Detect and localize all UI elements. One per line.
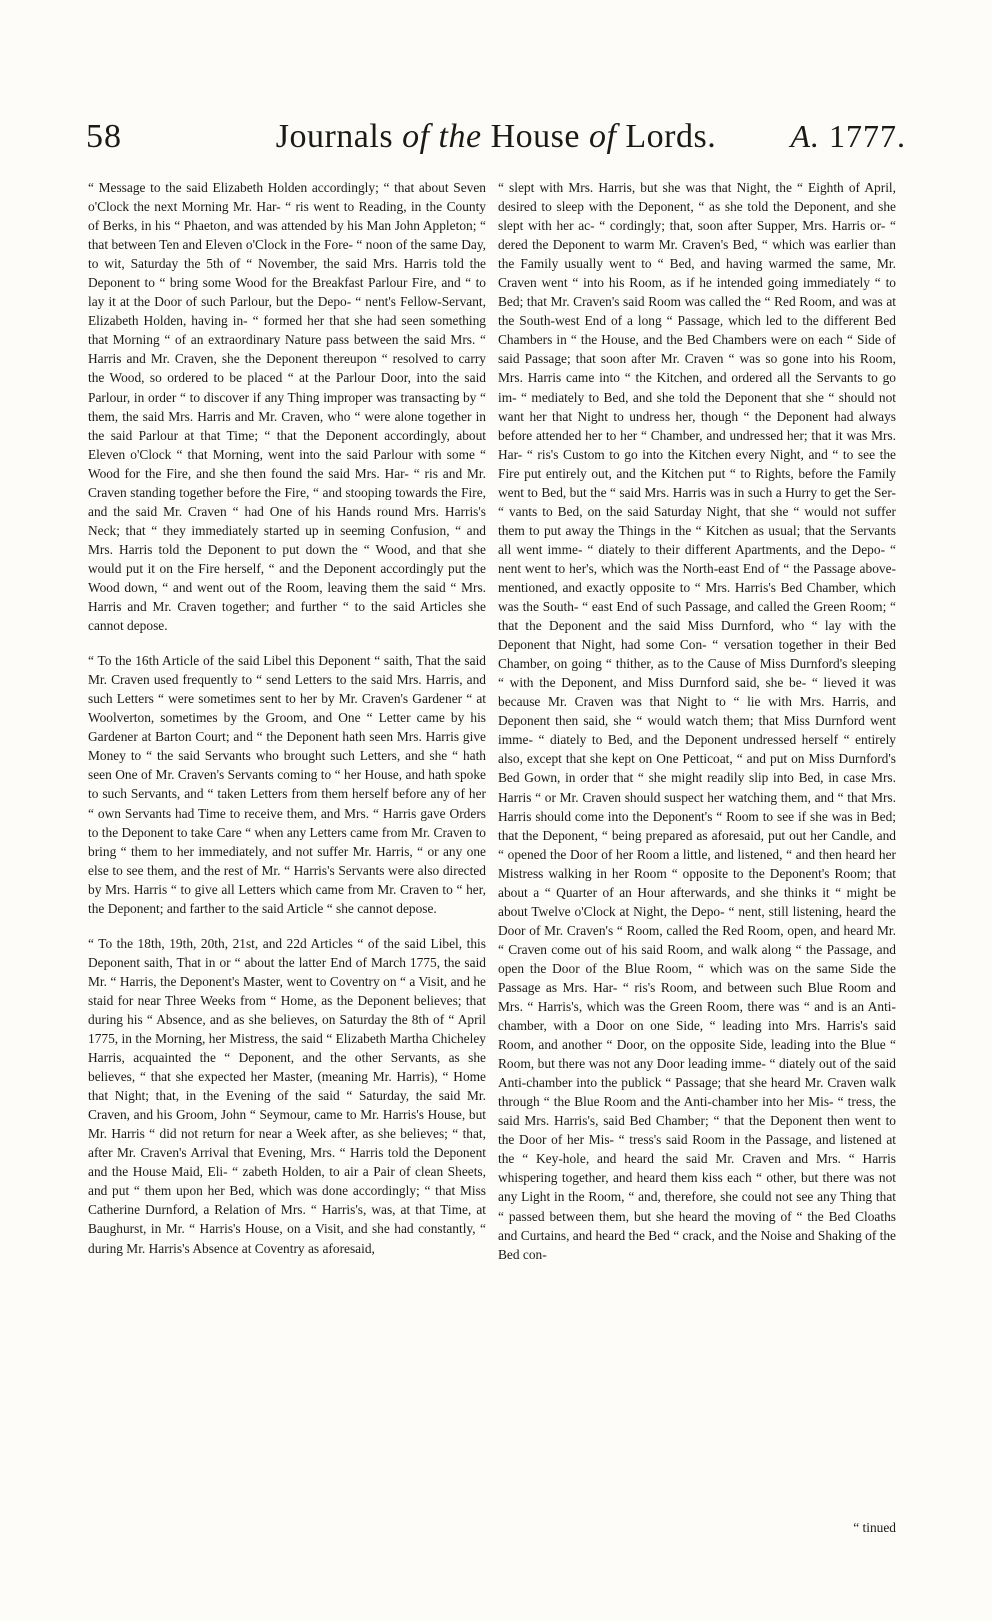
catchword: “ tinued [853,1520,896,1535]
title-journals: Journals [275,118,394,155]
year-value: 1777. [829,118,906,154]
right-paragraph-1: “ slept with Mrs. Harris, but she was that Night, the “ Eighth of April, desired to sleep with the Deponent, “ as she told the Deponent, and she slept with her ac- “ cordingly; that, soon after Supper, Mrs. Harris or- “ dered the Deponent to warm Mr. Craven's Bed, “ which was earlier than the Family usually went to “ Bed, and having warmed the same, Mr. Craven went “ into his Room, as if he intended going immediately “ to Bed; that Mr. Craven's said Room was called the “ Red Room, and was at the South-west End of a long “ Passage, which led to the different Bed Chambers in “ the House, and the Bed Chambers were on each “ Side of said Passage; that soon after Mr. Craven “ was so gone into his Room, Mrs. Harris came into “ the Kitchen, and ordered all the Servants to go im- “ mediately to Bed, and she told the Deponent that she “ should not want her that Night to undress her, though “ the Deponent had always before attended her to her “ Chamber, and undressed her; that it was Mrs. Har- “ ris's Custom to go into the Kitchen every Night, and “ to see the Fire put entirely out, and the Kitchen put “ to Rights, before the Family went to Bed, but the “ said Mrs. Harris was in such a Hurry to get the Ser- “ vants to Bed, on the said Saturday Night, that she “ would not suffer them to put away the Things in the “ Kitchen as usual; that the Servants all went imme- “ diately to their different Apartments, and the Depo- “ nent went to her's, which was the North-east End of “ the Passage above-mentioned, and exactly opposite to “ Mrs. Harris's Bed Chamber, which was the South- “ east End of such Passage, and called the Green Room; “ that the Deponent and the said Miss Durnford, who “ lay with the Deponent that Night, had some Con- “ versation together in their Bed Chamber, on going “ thither, as to the Cause of Miss Durnford's sleeping “ with the Deponent, and Miss Durnford said, she be- “ lieved it was because Mr. Craven was that Night to “ lie with Mrs. Harris, and Deponent then said, she “ would watch them; that Miss Durnford went imme- “ diately to Bed, and the Deponent undressed herself “ entirely also, except that she kept on One Petticoat, “ and put on Miss Durnford's Bed Gown, in order that “ she might readily slip into Bed, in case Mrs. Harris “ or Mr. Craven should suspect her watching them, and “ that Mrs. Harris should come into the Deponent's “ Room to see if she was in Bed; that the Deponent, “ being prepared as aforesaid, put out her Candle, and “ opened the Door of her Room a little, and listened, “ and then heard her Mistress walking in her Room “ opposite to the Deponent's Room; that about a “ Quarter of an Hour afterwards, and she thinks it “ might be about Twelve o'Clock at Night, the Depo- “ nent, still listening, heard the Door of Mr. Craven's “ Room, called the Red Room, open, and heard Mr. “ Craven come out of his said Room, and walk along “ the Passage, and open the Door of the Blue Room, “ which was on the same Side the Passage as Mrs. Har- “ ris's Room, and between such Blue Room and Mrs. “ Harris's, which was the Green Room, there was “ and is an Anti-chamber, with a Door on one Side, “ leading into Mrs. Harris's said Room, and another “ Door, on the opposite Side, leading into the Blue “ Room, but there was not any Door leading imme- “ diately out of the said Anti-chamber into the publick “ Passage; that she heard Mr. Craven walk through “ the Blue Room and the Anti-chamber into her Mis- “ tress, the said Mrs. Harris's, said Bed Chamber; “ that the Deponent then went to the Door of her Mis- “ tress's said Room in the Passage, and listened at the “ Key-hole, and heard the said Mr. Craven and Mrs. “ Harris whispering together, and heard them kiss each “ other, but there was not any Light in the Room, “ and, therefore, she could not see any Thing that “ passed between them, but she heard the moving of “ the Bed Cloaths and Curtains, and heard the Bed “ crack, and the Noise and Shaking of the Bed con- [498,180,896,1262]
title-lords: Lords. [625,118,717,155]
title-house: House [490,118,580,155]
left-paragraph-3: “ To the 18th, 19th, 20th, 21st, and 22d Articles “ of the said Libel, this Deponent saith, That in or “ about the latter End of March 1775, the said Mr. “ Harris, the Deponent's Master, went to Coventry on “ a Visit, and he staid for near Three Weeks from “ Home, as the Deponent believes; that during his “ Absence, and as she believes, on Saturday the 8th of “ April 1775, in the Morning, her Mistress, the said “ Elizabeth Martha Chicheley Harris, acquainted the “ Deponent, and the other Servants, as she believes, “ that she expected her Master, (meaning Mr. Harris), “ Home that Night; that, in the Evening of the said “ Saturday, the said Mr. Craven, and his Groom, John “ Seymour, came to Mr. Harris's House, but Mr. Harris “ did not return for near a Week after, as she believes; “ that, after Mr. Craven's Arrival that Evening, Mrs. “ Harris told the Deponent and the House Maid, Eli- “ zabeth Holden, to air a Pair of clean Sheets, and put “ them upon her Bed, which was done accordingly; “ that Miss Catherine Durnford, a Relation of Mrs. “ Harris's, was, at that Time, at Baughurst, in Mr. “ Harris's House, on a Visit, and she had constantly, “ during Mr. Harris's Absence at Coventry as aforesaid, [88,935,486,1256]
right-column [498,178,896,1280]
left-paragraph-1: “ Message to the said Elizabeth Holden accordingly; “ that about Seven o'Clock the next Morning Mr. Har- “ ris went to Reading, in the County of Berks, in his “ Phaeton, and was attended by his Man John Appleton; “ that between Ten and Eleven o'Clock in the Fore- “ noon of the same Day, to wit, Saturday the 5th of “ November, the said Mrs. Harris told the Deponent to “ bring some Wood for the Breakfast Parlour Fire, and “ to lay it at the Door of such Parlour, but the Depo- “ nent's Fellow-Servant, Elizabeth Holden, having in- “ formed her that she had seen something that Morning “ of an extraordinary Nature pass between the said Mrs. “ Harris and Mr. Craven, she the Deponent thereupon “ resolved to carry the Wood, so ordered to be placed “ at the Parlour Door, into the said Parlour, in order “ to discover if any Thing improper was transacting by “ them, the said Mrs. Harris and Mr. Craven, who “ were alone together in the said Parlour at that Time; “ that the Deponent accordingly, about Eleven o'Clock “ that Morning, went into the said Parlour with some “ Wood for the Fire, and she then found the said Mrs. Har- “ ris and Mr. Craven standing together before the Fire, “ and stooping towards the Fire, and the said Mr. Craven “ had One of his Hands round Mrs. Harris's Neck; that “ they immediately started up in seeming Confusion, “ and Mrs. Harris told the Deponent to put down the “ Wood, and that she would put it on the Fire herself, “ and the Deponent accordingly put the Wood down, “ and went out of the Room, leaving them the said “ Mrs. Harris and Mr. Craven together; and further “ to the said Articles she cannot depose. [88,180,486,634]
year-label [790,118,906,155]
title-of: of [588,118,617,155]
page-number: 58 [86,118,122,155]
left-paragraph-2: “ To the 16th Article of the said Libel this Deponent “ saith, That the said Mr. Craven used frequently to “ send Letters to the said Mrs. Harris, and such Letters “ were sometimes sent to her by Mr. Craven's Gardener “ at Woolverton, sometimes by the Groom, and One “ Letter came by his Gardener at Barton Court; and “ the Deponent hath seen Mrs. Harris give Money to “ the said Servants who brought such Letters, and she “ hath seen One of Mr. Craven's Servants coming to “ her House, and hath spoke to such Servants, and “ taken Letters from them herself before any of her “ own Servants had Time to receive them, and Mrs. “ Harris gave Orders to the Deponent to take Care “ when any Letters came from Mr. Craven to bring “ them to her immediately, and not suffer Mr. Harris, “ or any one else to see them, and the rest of Mr. “ Harris's Servants were also directed by Mrs. Harris “ to give all Letters which came from Mr. Craven to “ her, the Deponent; and farther to the said Article “ she cannot depose. [88,653,486,916]
title-of-the: of the [402,118,482,155]
year-prefix: A. [790,118,820,154]
left-column [88,178,486,1274]
